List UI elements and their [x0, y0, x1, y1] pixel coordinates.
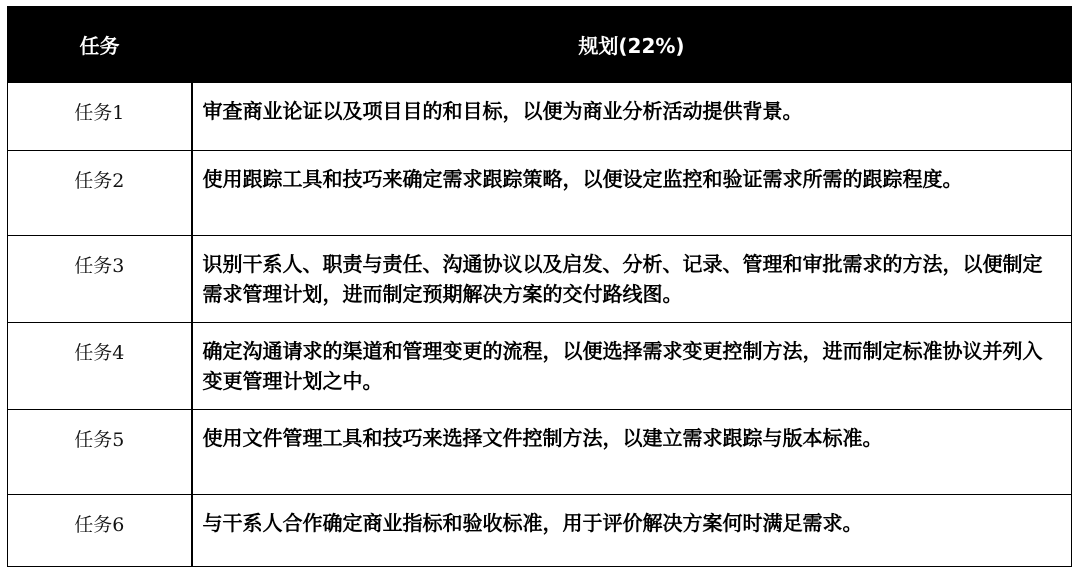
task-id: 任务2: [8, 151, 192, 236]
table-row: [8, 323, 1072, 410]
header-planning: 规划(22%): [192, 7, 1072, 83]
task-description: 审查商业论证以及项目目的和目标，以便为商业分析活动提供背景。: [192, 83, 1072, 151]
task-description: 识别干系人、职责与责任、沟通协议以及启发、分析、记录、管理和审批需求的方法，以便制定需求管理计划，进而制定预期解决方案的交付路线图。: [192, 236, 1072, 323]
task-id: 任务5: [8, 410, 192, 495]
task-description: 使用跟踪工具和技巧来确定需求跟踪策略，以便设定监控和验证需求所需的跟踪程度。: [192, 151, 1072, 236]
table-row: [8, 236, 1072, 323]
table-row: [8, 410, 1072, 495]
table-row: [8, 151, 1072, 236]
task-description: 确定沟通请求的渠道和管理变更的流程，以便选择需求变更控制方法，进而制定标准协议并列入变更管理计划之中。: [192, 323, 1072, 410]
task-id: 任务6: [8, 495, 192, 567]
table-row: [8, 83, 1072, 151]
table-header-row: [8, 7, 1072, 83]
task-description: 与干系人合作确定商业指标和验收标准，用于评价解决方案何时满足需求。: [192, 495, 1072, 567]
table-row: [8, 495, 1072, 567]
task-id: 任务3: [8, 236, 192, 323]
task-id: 任务4: [8, 323, 192, 410]
planning-tasks-table: [7, 6, 1072, 567]
task-id: 任务1: [8, 83, 192, 151]
header-task: 任务: [8, 7, 192, 83]
task-description: 使用文件管理工具和技巧来选择文件控制方法，以建立需求跟踪与版本标准。: [192, 410, 1072, 495]
